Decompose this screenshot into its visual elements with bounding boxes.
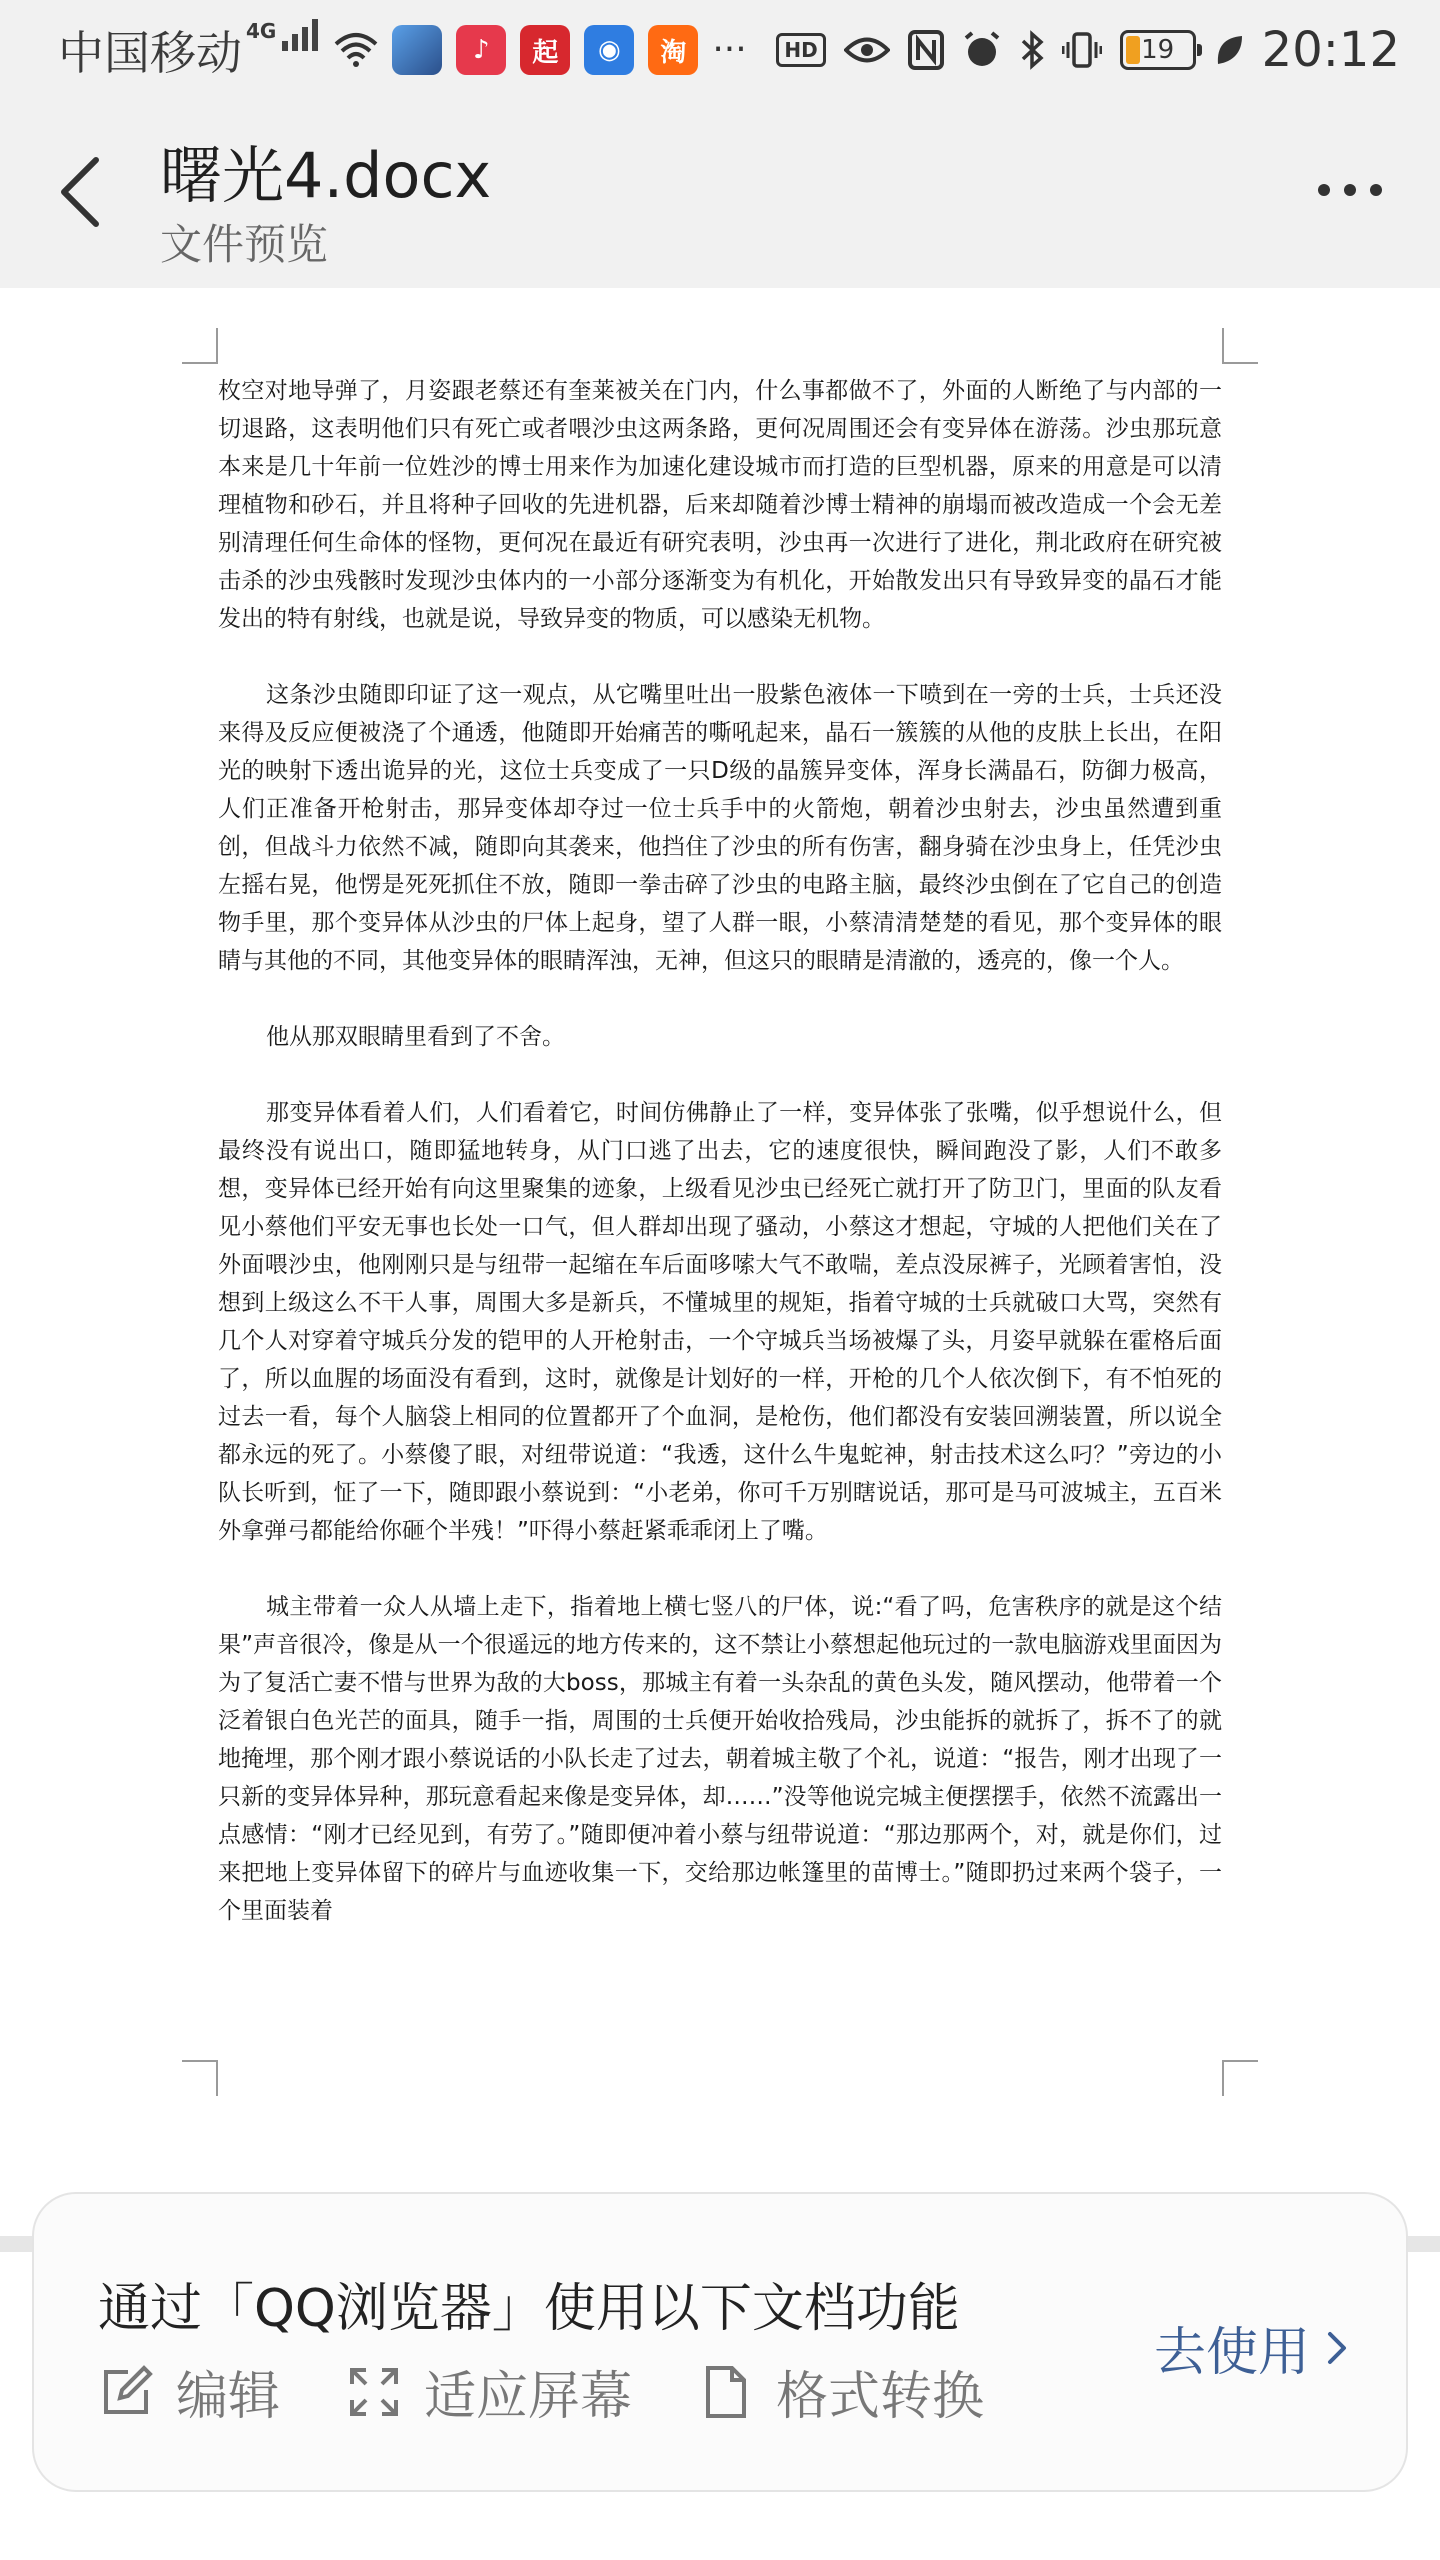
more-dot-icon [1370, 184, 1382, 196]
battery-icon [1120, 30, 1196, 70]
fit-screen-feature[interactable] [346, 2354, 632, 2429]
nfc-icon [908, 30, 944, 70]
more-notifications-icon: ··· [712, 29, 747, 70]
back-button[interactable] [52, 152, 112, 232]
app-header [0, 100, 1440, 288]
carrier-label: 中国移动 [58, 26, 242, 80]
taobao-app-icon: 淘 [648, 25, 698, 75]
file-title: 曙光4.docx [160, 139, 492, 212]
carrier-name [58, 17, 318, 83]
status-bar [0, 0, 1440, 100]
wifi-icon [334, 32, 378, 68]
file-convert-icon [698, 2364, 754, 2420]
game-app-icon [392, 25, 442, 75]
document-page [218, 372, 1222, 1968]
edit-feature[interactable] [98, 2354, 280, 2429]
crop-mark [182, 328, 218, 364]
doc-paragraph: 枚空对地导弹了，月姿跟老蔡还有奎莱被关在门内，什么事都做不了，外面的人断绝了与内部的一切退路，这表明他们只有死亡或者喂沙虫这两条路，更何况周围还会有变异体在游荡。沙虫那玩意本来是几十年前一位姓沙的博士用来作为加速化建设城市而打造的巨型机器，原来的用意是可以清理植物和砂石，并且将种子回收的先进机器，后来却随着沙博士精神的崩塌而被改造成一个会无差别清理任何生命体的怪物，更何况在最近有研究表明，沙虫再一次进行了进化，荆北政府在研究被击杀的沙虫残骸时发现沙虫体内的一小部分逐渐变为有机化，开始散发出只有导致异变的晶石才能发出的特有射线，也就是说，导致异变的物质，可以感染无机物。 [218, 378, 1222, 632]
doc-paragraph: 那变异体看着人们，人们看着它，时间仿佛静止了一样，变异体张了张嘴，似乎想说什么，但最终没有说出口，随即猛地转身，从门口逃了出去，它的速度很快，瞬间跑没了影，人们不敢多想，变异体已经开始有向这里聚集的迹象，上级看见沙虫已经死亡就打开了防卫门，里面的队友看见小蔡他们平安无事也长处一口气，但人群却出现了骚动，小蔡这才想起，守城的人把他们关在了外面喂沙虫，他刚刚只是与纽带一起缩在车后面哆嗦大气不敢喘，差点没尿裤子，光顾着害怕，没想到上级这么不干人事，周围大多是新兵，不懂城里的规矩，指着守城的士兵就破口大骂，突然有几个人对穿着守城兵分发的铠甲的人开枪射击，一个守城兵当场被爆了头，月姿早就躲在霍格后面了，所以血腥的场面没有看到，这时，就像是计划好的一样，开枪的几个人依次倒下，有不怕死的过去一看，每个人脑袋上相同的位置都开了个血洞，是枪伤，他们都没有安装回溯装置，所以说全都永远的死了。小蔡傻了眼，对纽带说道：“我透，这什么牛鬼蛇神，射击技术这么叼？”旁边的小队长听到，怔了一下，随即跟小蔡说到：“小老弟，你可千万别瞎说话，那可是马可波城主，五百米外拿弹弓都能给你砸个半残！”吓得小蔡赶紧乖乖闭上了嘴。 [218, 1100, 1222, 1544]
crop-mark [1222, 328, 1258, 364]
format-convert-feature[interactable] [698, 2354, 984, 2429]
leaf-icon [1214, 32, 1244, 68]
chevron-right-icon [1326, 2328, 1348, 2368]
more-menu-button[interactable] [1318, 184, 1382, 196]
feature-list [98, 2354, 984, 2429]
edit-icon [98, 2364, 154, 2420]
go-use-label: 去使用 [1153, 2323, 1310, 2383]
more-dot-icon [1318, 184, 1330, 196]
crop-mark [182, 2060, 218, 2096]
qidian-app-icon: 起 [520, 25, 570, 75]
promo-title: 通过「QQ浏览器」使用以下文档功能 [98, 2279, 960, 2339]
bluetooth-icon [1020, 30, 1044, 70]
hd-badge: HD [776, 33, 825, 67]
doc-paragraph: 这条沙虫随即印证了这一观点，从它嘴里吐出一股紫色液体一下喷到在一旁的士兵，士兵还没来得及反应便被浇了个通透，他随即开始痛苦的嘶吼起来，晶石一簇簇的从他的皮肤上长出，在阳光的映射下透出诡异的光，这位士兵变成了一只D级的晶簇异变体，浑身长满晶石，防御力极高，人们正准备开枪射击，那异变体却夺过一位士兵手中的火箭炮，朝着沙虫射去，沙虫虽然遭到重创，但战斗力依然不减，随即向其袭来，他挡住了沙虫的所有伤害，翻身骑在沙虫身上，任凭沙虫左摇右晃，他愣是死死抓住不放，随即一拳击碎了沙虫的电路主脑，最终沙虫倒在了它自己的创造物手里，那个变异体从沙虫的尸体上起身，望了人群一眼，小蔡清清楚楚的看见，那个变异体的眼睛与其他的不同，其他变异体的眼睛浑浊，无神，但这只的眼睛是清澈的，透亮的，像一个人。 [218, 682, 1222, 974]
more-dot-icon [1344, 184, 1356, 196]
music-app-icon: ♪ [456, 25, 506, 75]
clock: 20:12 [1261, 22, 1400, 78]
file-subtitle: 文件预览 [160, 220, 329, 269]
signal-icon [282, 17, 318, 51]
doc-paragraph: 他从那双眼睛里看到了不舍。 [266, 1024, 565, 1050]
alarm-icon [962, 30, 1002, 70]
crop-mark [1222, 2060, 1258, 2096]
qq-browser-promo-card [32, 2192, 1408, 2492]
feature-label: 编辑 [176, 2367, 281, 2427]
vibrate-icon [1062, 30, 1102, 70]
eye-icon [844, 35, 890, 65]
bulb-app-icon: ◉ [584, 25, 634, 75]
feature-label: 适应屏幕 [424, 2367, 633, 2427]
fit-screen-icon [346, 2364, 402, 2420]
go-use-button[interactable] [1154, 2310, 1348, 2385]
feature-label: 格式转换 [776, 2367, 985, 2427]
battery-level: 19 [1141, 35, 1175, 65]
doc-paragraph: 城主带着一众人从墙上走下，指着地上横七竖八的尸体，说:“看了吗，危害秩序的就是这个结果”声音很冷，像是从一个很遥远的地方传来的，这不禁让小蔡想起他玩过的一款电脑游戏里面因为为了复活亡妻不惜与世界为敌的大boss，那城主有着一头杂乱的黄色头发，随风摆动，他带着一个泛着银白色光芒的面具，随手一指，周围的士兵便开始收拾残局，沙虫能拆的就拆了，拆不了的就地掩埋，那个刚才跟小蔡说话的小队长走了过去，朝着城主敬了个礼，说道：“报告，刚才出现了一只新的变异体异种，那玩意看起来像是变异体，却……”没等他说完城主便摆摆手，依然不流露出一点感情：“刚才已经见到，有劳了。”随即便冲着小蔡与纽带说道：“那边那两个，对，就是你们，过来把地上变异体留下的碎片与血迹收集一下，交给那边帐篷里的苗博士。”随即扔过来两个袋子，一个里面装着 [218, 1594, 1222, 1924]
network-type: 4G [246, 19, 277, 43]
